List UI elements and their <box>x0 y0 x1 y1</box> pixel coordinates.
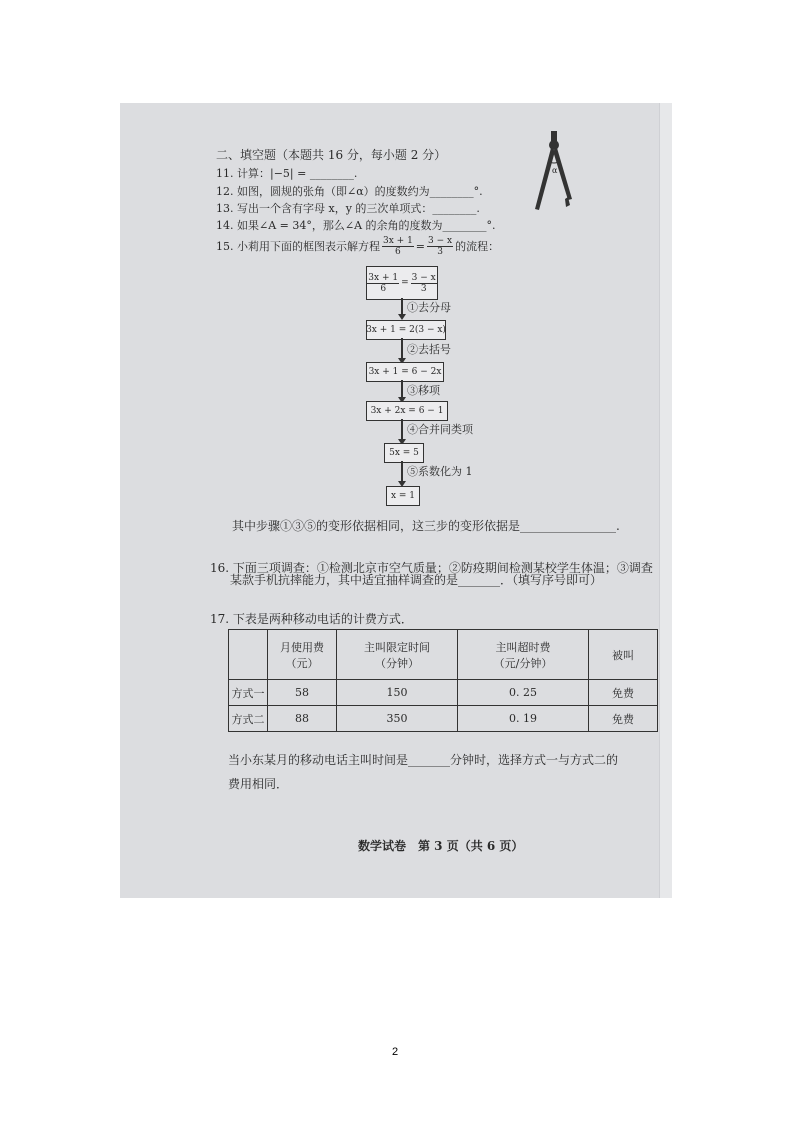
flow-box-3: 3x + 1 = 6 − 2x <box>366 362 444 382</box>
section-title: 二、填空题（本题共 16 分，每小题 2 分） <box>216 148 447 162</box>
question-12: 12. 如图，圆规的张角（即∠α）的度数约为________°. <box>216 185 483 198</box>
table-cell: 58 <box>268 680 337 706</box>
question-17-intro: 17. 下表是两种移动电话的计费方式． <box>210 612 413 626</box>
flow-box-5: 5x = 5 <box>384 443 424 463</box>
flow-step-3: ③移项 <box>407 384 440 397</box>
q15-rhs-fraction: $\frac{3 - x}{3}$ <box>428 236 453 257</box>
exam-sheet <box>120 103 660 898</box>
table-row <box>229 680 658 706</box>
question-14: 14. 如果∠A = 34°，那么∠A 的余角的度数为________°. <box>216 219 496 232</box>
page-number: 2 <box>392 1046 399 1058</box>
question-16-line1: 16. 下面三项调查：①检测北京市空气质量；②防疫期间检测某校学生体温；③调查 <box>210 561 653 575</box>
table-cell: 350 <box>337 706 458 732</box>
table-cell: 88 <box>268 706 337 732</box>
page-footer: 数学试卷 第 3 页（共 6 页） <box>358 839 524 853</box>
compass-figure <box>532 131 578 219</box>
flow-box-1: $\frac{3x + 1}{6}$ = $\frac{3 - x}{3}$ <box>366 266 438 300</box>
table-cell: 免费 <box>589 706 658 732</box>
flow-box-2: 3x + 1 = 2(3 − x) <box>366 320 446 340</box>
question-16-line2: 某款手机抗摔能力，其中适宜抽样调查的是_______．（填写序号即可） <box>230 573 603 587</box>
table-header-cell: 主叫限定时间 （分钟） <box>337 630 458 680</box>
table-header-cell: 月使用费 （元） <box>268 630 337 680</box>
question-11: 11. 计算：|−5| = ________. <box>216 167 358 180</box>
question-13: 13. 写出一个含有字母 x，y 的三次单项式：________. <box>216 202 480 215</box>
table-header-cell: 被叫 <box>589 630 658 680</box>
table-cell: 0. 19 <box>458 706 589 732</box>
exam-page-photo <box>120 103 672 898</box>
flow-step-5: ⑤系数化为 1 <box>407 465 473 478</box>
flow-step-4: ④合并同类项 <box>407 423 473 436</box>
table-cell: 0. 25 <box>458 680 589 706</box>
q15-prefix: 15. 小莉用下面的框图表示解方程 <box>216 239 380 253</box>
q15-lhs-fraction: $\frac{3x + 1}{6}$ <box>383 236 413 257</box>
compass-icon <box>532 131 578 215</box>
table-row <box>229 706 658 732</box>
q15-suffix: 的流程： <box>455 239 500 253</box>
table-header-row <box>229 630 658 680</box>
table-header-cell: 主叫超时费 （元/分钟） <box>458 630 589 680</box>
table-header-cell <box>229 630 268 680</box>
flow-step-1: ①去分母 <box>407 301 451 314</box>
question-15: 15. 小莉用下面的框图表示解方程 $\frac{3x + 1}{6}$ = $\frac{3 - x}{3}$ 的流程： <box>216 236 500 257</box>
table-cell: 方式一 <box>229 680 268 706</box>
flow-step-2: ②去括号 <box>407 343 451 356</box>
q17-question-line1: 当小东某月的移动电话主叫时间是_______分钟时，选择方式一与方式二的 <box>228 753 619 767</box>
q15-question: 其中步骤①③⑤的变形依据相同，这三步的变形依据是________________. <box>232 519 620 533</box>
alpha-label: α <box>552 166 558 175</box>
fee-table <box>228 629 658 732</box>
table-cell: 免费 <box>589 680 658 706</box>
next-page-edge <box>659 103 672 898</box>
flow-box-6: x = 1 <box>386 486 420 506</box>
table-cell: 方式二 <box>229 706 268 732</box>
q17-question-line2: 费用相同． <box>228 777 289 791</box>
table-cell: 150 <box>337 680 458 706</box>
flow-box-4: 3x + 2x = 6 − 1 <box>366 401 448 421</box>
